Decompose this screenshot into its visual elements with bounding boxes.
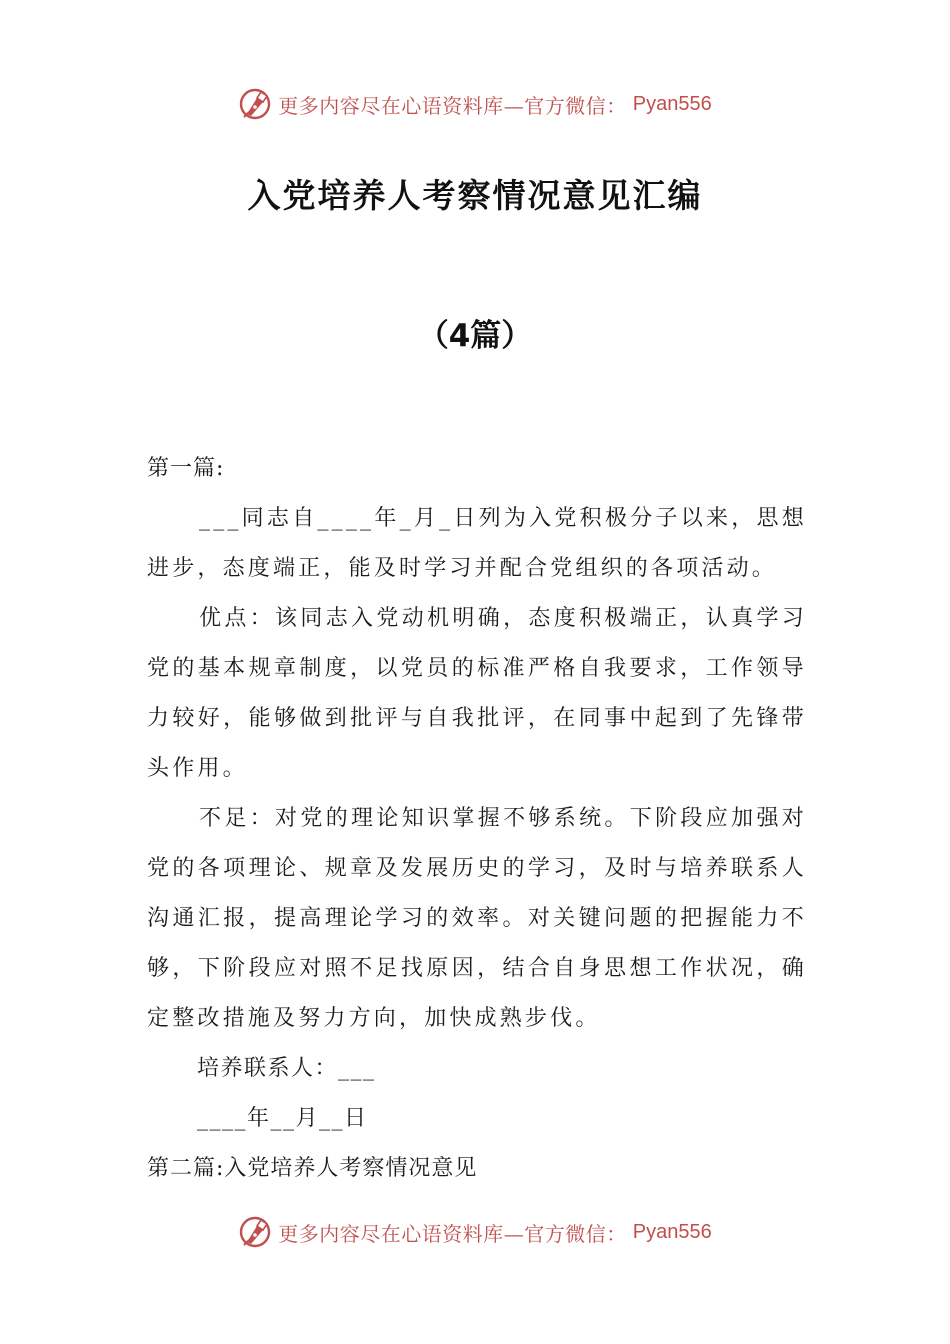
watermark-handle: Pyan556 <box>632 92 712 115</box>
contact-line: 培养联系人：___ <box>197 1056 376 1081</box>
document-title: 入党培养人考察情况意见汇编 <box>247 176 703 215</box>
watermark-text: 更多内容尽在心语资料库—官方微信： <box>278 1221 627 1246</box>
pen-nib-logo-icon <box>238 1215 272 1249</box>
watermark-handle: Pyan556 <box>632 1220 712 1243</box>
paragraph: 优点：该同志入党动机明确，态度积极端正，认真学习党的基本规章制度，以党员的标准严格自我要求，工作领导力较好，能够做到批评与自我批评，在同事中起到了先锋带头作用。 <box>147 606 807 781</box>
pen-nib-logo-icon <box>238 87 272 121</box>
paragraph: ___同志自____年_月_日列为入党积极分子以来，思想进步，态度端正，能及时学习并配合党组织的各项活动。 <box>147 506 807 581</box>
document-body <box>147 444 807 1194</box>
date-line: ____年__月__日 <box>197 1106 368 1131</box>
watermark-header <box>0 84 950 124</box>
section-heading: 第一篇: <box>147 456 225 481</box>
watermark-footer <box>0 1212 950 1252</box>
document-subtitle: （4篇） <box>417 318 533 354</box>
paragraph: 不足：对党的理论知识掌握不够系统。下阶段应加强对党的各项理论、规章及发展历史的学习，及时与培养联系人沟通汇报，提高理论学习的效率。对关键问题的把握能力不够，下阶段应对照不足找原因，结合自身思想工作状况，确定整改措施及努力方向，加快成熟步伐。 <box>147 806 807 1031</box>
watermark-text: 更多内容尽在心语资料库—官方微信： <box>278 93 627 118</box>
section-heading: 第二篇:入党培养人考察情况意见 <box>147 1156 478 1181</box>
